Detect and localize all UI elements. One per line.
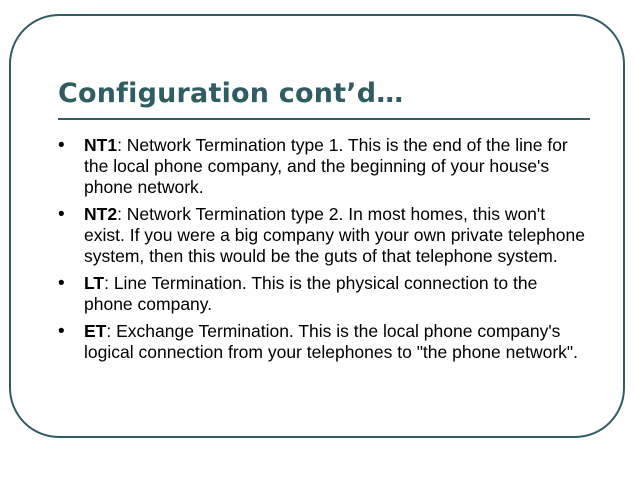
term-label: LT (84, 273, 105, 293)
term-label: ET (84, 321, 107, 341)
bullet-item-et (58, 321, 588, 363)
title-underline (58, 118, 590, 120)
bullet-item-nt2 (58, 204, 588, 267)
slide-title: Configuration cont’d… (58, 78, 404, 109)
bullet-list (58, 135, 588, 369)
bullet-dot-icon: • (58, 321, 65, 342)
bullet-dot-icon: • (58, 273, 65, 294)
bullet-item-lt (58, 273, 588, 315)
term-description: : Exchange Termination. This is the local phone company's logical connection from your telephones to "the phone network". (84, 321, 578, 362)
term-label: NT2 (84, 204, 118, 224)
bullet-dot-icon: • (58, 135, 65, 156)
bullet-dot-icon: • (58, 204, 65, 225)
term-label: NT1 (84, 135, 118, 155)
term-description: : Line Termination. This is the physical connection to the phone company. (84, 273, 538, 314)
term-description: : Network Termination type 2. In most homes, this won't exist. If you were a big company with your own private telephone system, then this would be the guts of that telephone system. (84, 204, 585, 266)
term-description: : Network Termination type 1. This is the end of the line for the local phone company, and the beginning of your house's phone network. (84, 135, 568, 197)
bullet-item-nt1 (58, 135, 588, 198)
